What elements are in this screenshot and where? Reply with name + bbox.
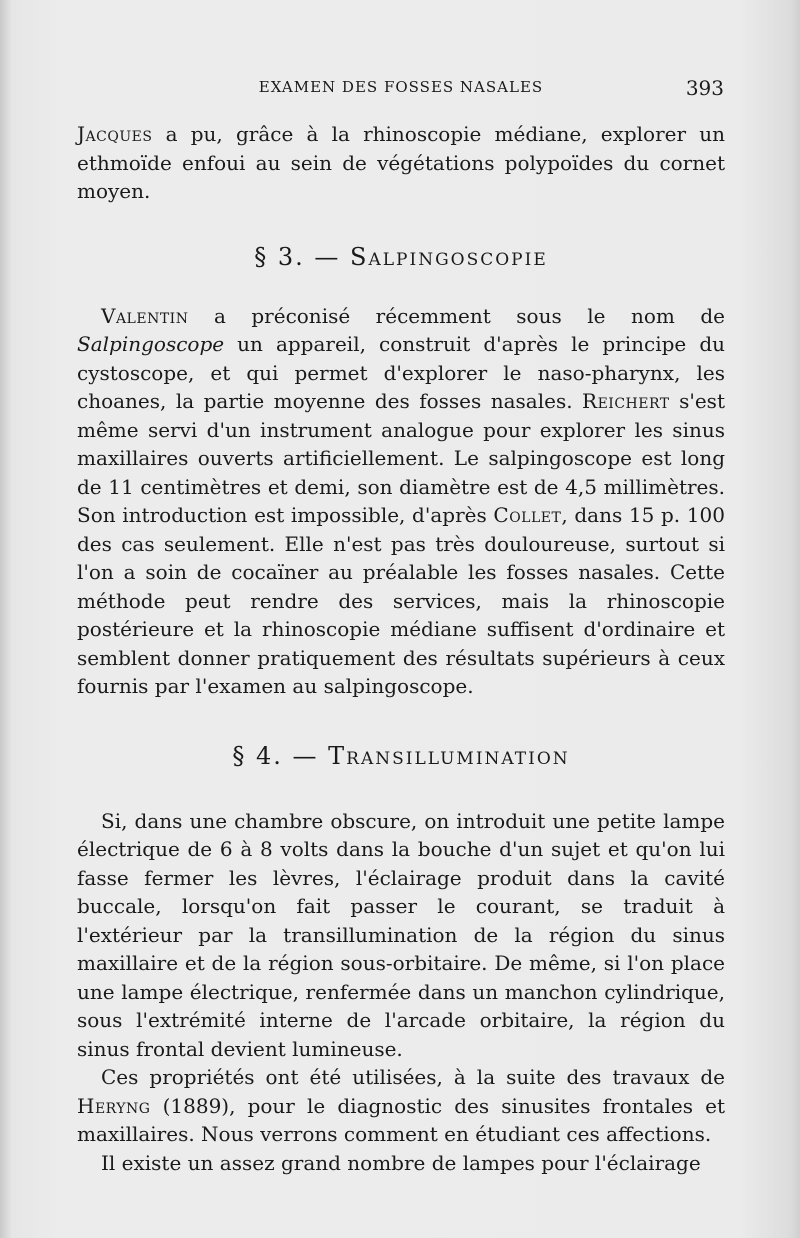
paragraph-jacques	[77, 120, 725, 206]
text-run: Si, dans une chambre obscure, on introduit une petite lampe électrique de 6 à 8 volts dans la bouche d'un sujet et qu'on lui fasse fermer les lèvres, l'éclairage produit dans la cavité buccale, lorsqu'on fait passer le courant, se traduit à l'extérieur par la transillumination de la région du sinus maxillaire et de la région sous-orbitaire. De même, si l'on place une lampe électrique, renfermée dans un manchon cylindrique, sous l'extrémité interne de l'arcade orbitaire, la région du sinus frontal devient lumineuse.	[77, 808, 725, 1061]
body-text	[77, 120, 725, 1177]
paragraph-valentin	[77, 302, 725, 701]
text-run: (1889), pour le diagnostic des sinusites frontales et maxillaires. Nous verrons comment en étudiant ces affections.	[77, 1093, 725, 1146]
text-run: Ces propriétés ont été utilisées, à la suite des travaux de	[101, 1065, 725, 1089]
running-head	[78, 78, 724, 102]
paragraph-chambre-obscure	[77, 807, 725, 1064]
paragraph-lampes	[77, 1149, 725, 1178]
text-run: a pu, grâce à la rhinoscopie médiane, explorer un ethmoïde enfoui au sein de végétations polypoïdes du cornet moyen.	[77, 122, 725, 203]
section-heading-transillumination	[77, 741, 725, 771]
author-name: Heryng	[77, 1093, 151, 1118]
text-run: a préconisé récemment sous le nom de	[188, 303, 725, 328]
section-title: Transillumination	[328, 741, 570, 770]
running-title: EXAMEN DES FOSSES NASALES	[258, 78, 544, 96]
section-title: Salpingoscopie	[350, 242, 548, 271]
section-number: § 4. —	[232, 741, 329, 770]
text-run: , dans 15 p. 100 des cas seulement. Elle n'est pas très douloureuse, surtout si l'on a soin de cocaïner au préalable les fosses nasales. Cette méthode peut rendre des services, mais la rhinoscopie postérieure et la rhinoscopie médiane suffisent d'ordinaire et semblent donner pratiquement des résultats supérieurs à ceux fournis par l'examen au salpingoscope.	[77, 503, 725, 698]
author-name: Collet	[493, 503, 562, 527]
author-name: Jacques	[77, 122, 153, 146]
author-name: Valentin	[101, 303, 189, 328]
page-number: 393	[685, 76, 724, 100]
text-run: s'est même servi d'un instrument analogue pour explorer les sinus maxillaires ouverts artificiellement. Le salpingoscope est long de 11 centimètres et demi, son diamètre est de 4,5 millimètres. Son introduction est impossible, d'après	[77, 389, 725, 527]
text-run: Il existe un assez grand nombre de lampes pour l'éclairage	[101, 1150, 701, 1175]
text-run: un appareil, construit d'après le principe du cystoscope, et qui permet d'explorer le naso-pharynx, les choanes, la partie moyenne des fosses nasales.	[77, 332, 725, 413]
section-number: § 3. —	[254, 242, 351, 271]
paragraph-proprietes	[77, 1063, 725, 1149]
author-name: Reichert	[582, 389, 670, 413]
section-heading-salpingoscopie	[77, 242, 725, 272]
italic-term: Salpingoscope	[77, 332, 225, 356]
